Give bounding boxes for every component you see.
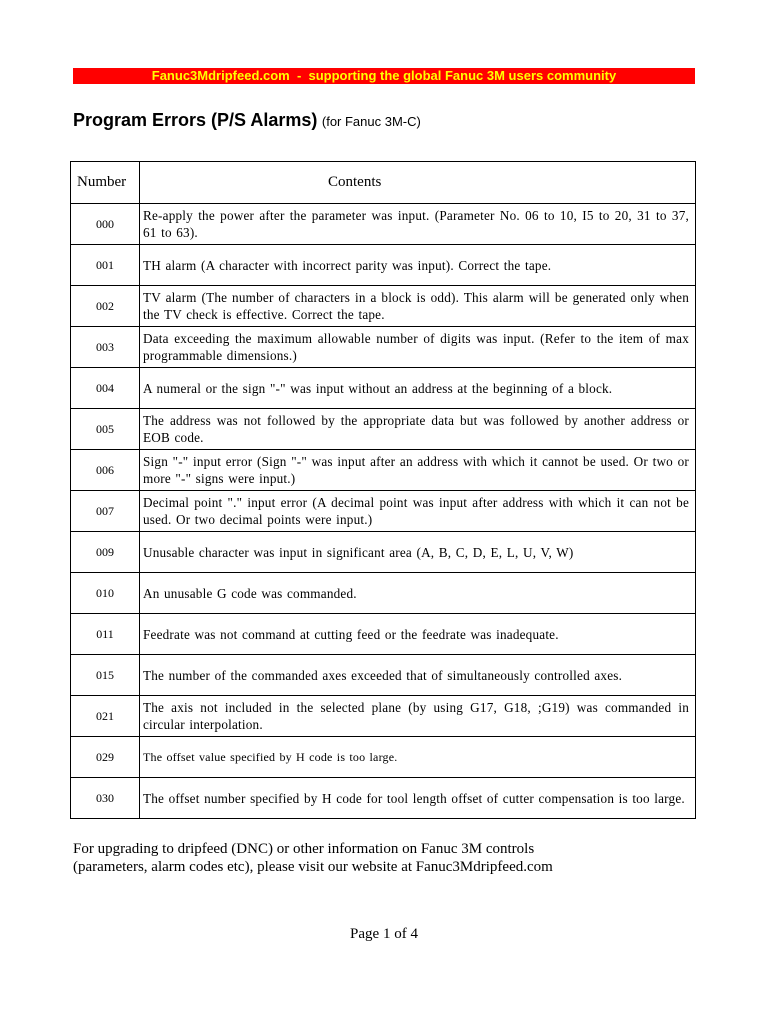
alarm-number: 029 <box>71 737 140 778</box>
table-row <box>71 696 696 737</box>
footer-note <box>73 840 553 876</box>
table-row <box>71 491 696 532</box>
alarm-contents: The axis not included in the selected plane (by using G17, G18, ;G19) was commanded in circular interpolation. <box>140 696 696 737</box>
alarm-contents: The offset value specified by H code is too large. <box>140 737 696 778</box>
alarm-number: 006 <box>71 450 140 491</box>
alarm-contents: Data exceeding the maximum allowable number of digits was input. (Refer to the item of max programmable dimensions.) <box>140 327 696 368</box>
footer-line-1: For upgrading to dripfeed (DNC) or other information on Fanuc 3M controls <box>73 841 535 857</box>
page-title-main: Program Errors (P/S Alarms) <box>73 110 318 130</box>
table-row <box>71 573 696 614</box>
page-number: Page 1 of 4 <box>350 926 418 942</box>
alarm-number: 007 <box>71 491 140 532</box>
alarm-number: 015 <box>71 655 140 696</box>
table-row <box>71 409 696 450</box>
table-row <box>71 327 696 368</box>
alarm-number: 005 <box>71 409 140 450</box>
alarm-number: 004 <box>71 368 140 409</box>
alarm-contents: The number of the commanded axes exceeded that of simultaneously controlled axes. <box>140 655 696 696</box>
table-row <box>71 778 696 819</box>
header-number: Number <box>71 162 140 204</box>
alarm-table <box>70 161 696 819</box>
alarm-contents: A numeral or the sign "-" was input without an address at the beginning of a block. <box>140 368 696 409</box>
alarm-contents: Decimal point "." input error (A decimal point was input after address with which it can not be used. Or two decimal points were input.) <box>140 491 696 532</box>
alarm-contents: Sign "-" input error (Sign "-" was input after an address with which it cannot be used. Or two or more "-" signs were input.) <box>140 450 696 491</box>
alarm-number: 009 <box>71 532 140 573</box>
table-row <box>71 204 696 245</box>
alarm-contents: The offset number specified by H code for tool length offset of cutter compensation is too large. <box>140 778 696 819</box>
alarm-contents: Unusable character was input in significant area (A, B, C, D, E, L, U, V, W) <box>140 532 696 573</box>
header-contents: Contents <box>140 162 696 204</box>
table-row <box>71 368 696 409</box>
site-banner: Fanuc3Mdripfeed.com - supporting the global Fanuc 3M users community <box>73 68 695 84</box>
alarm-contents: Re-apply the power after the parameter was input. (Parameter No. 06 to 10, I5 to 20, 31 to 37, 61 to 63). <box>140 204 696 245</box>
alarm-number: 030 <box>71 778 140 819</box>
alarm-number: 010 <box>71 573 140 614</box>
table-header-row <box>71 162 696 204</box>
page-title <box>73 110 421 131</box>
alarm-number: 021 <box>71 696 140 737</box>
alarm-number: 011 <box>71 614 140 655</box>
alarm-contents: The address was not followed by the appropriate data but was followed by another address or EOB code. <box>140 409 696 450</box>
alarm-contents: Feedrate was not command at cutting feed or the feedrate was inadequate. <box>140 614 696 655</box>
footer-line-2: (parameters, alarm codes etc), please visit our website at Fanuc3Mdripfeed.com <box>73 859 553 875</box>
alarm-number: 002 <box>71 286 140 327</box>
alarm-contents: An unusable G code was commanded. <box>140 573 696 614</box>
table-row <box>71 614 696 655</box>
table-row <box>71 737 696 778</box>
page-title-sub: (for Fanuc 3M-C) <box>321 114 421 129</box>
alarm-contents: TH alarm (A character with incorrect parity was input). Correct the tape. <box>140 245 696 286</box>
table-row <box>71 286 696 327</box>
alarm-number: 000 <box>71 204 140 245</box>
table-row <box>71 245 696 286</box>
alarm-contents: TV alarm (The number of characters in a block is odd). This alarm will be generated only when the TV check is effective. Correct the tape. <box>140 286 696 327</box>
table-row <box>71 450 696 491</box>
alarm-number: 003 <box>71 327 140 368</box>
alarm-number: 001 <box>71 245 140 286</box>
table-row <box>71 532 696 573</box>
table-row <box>71 655 696 696</box>
